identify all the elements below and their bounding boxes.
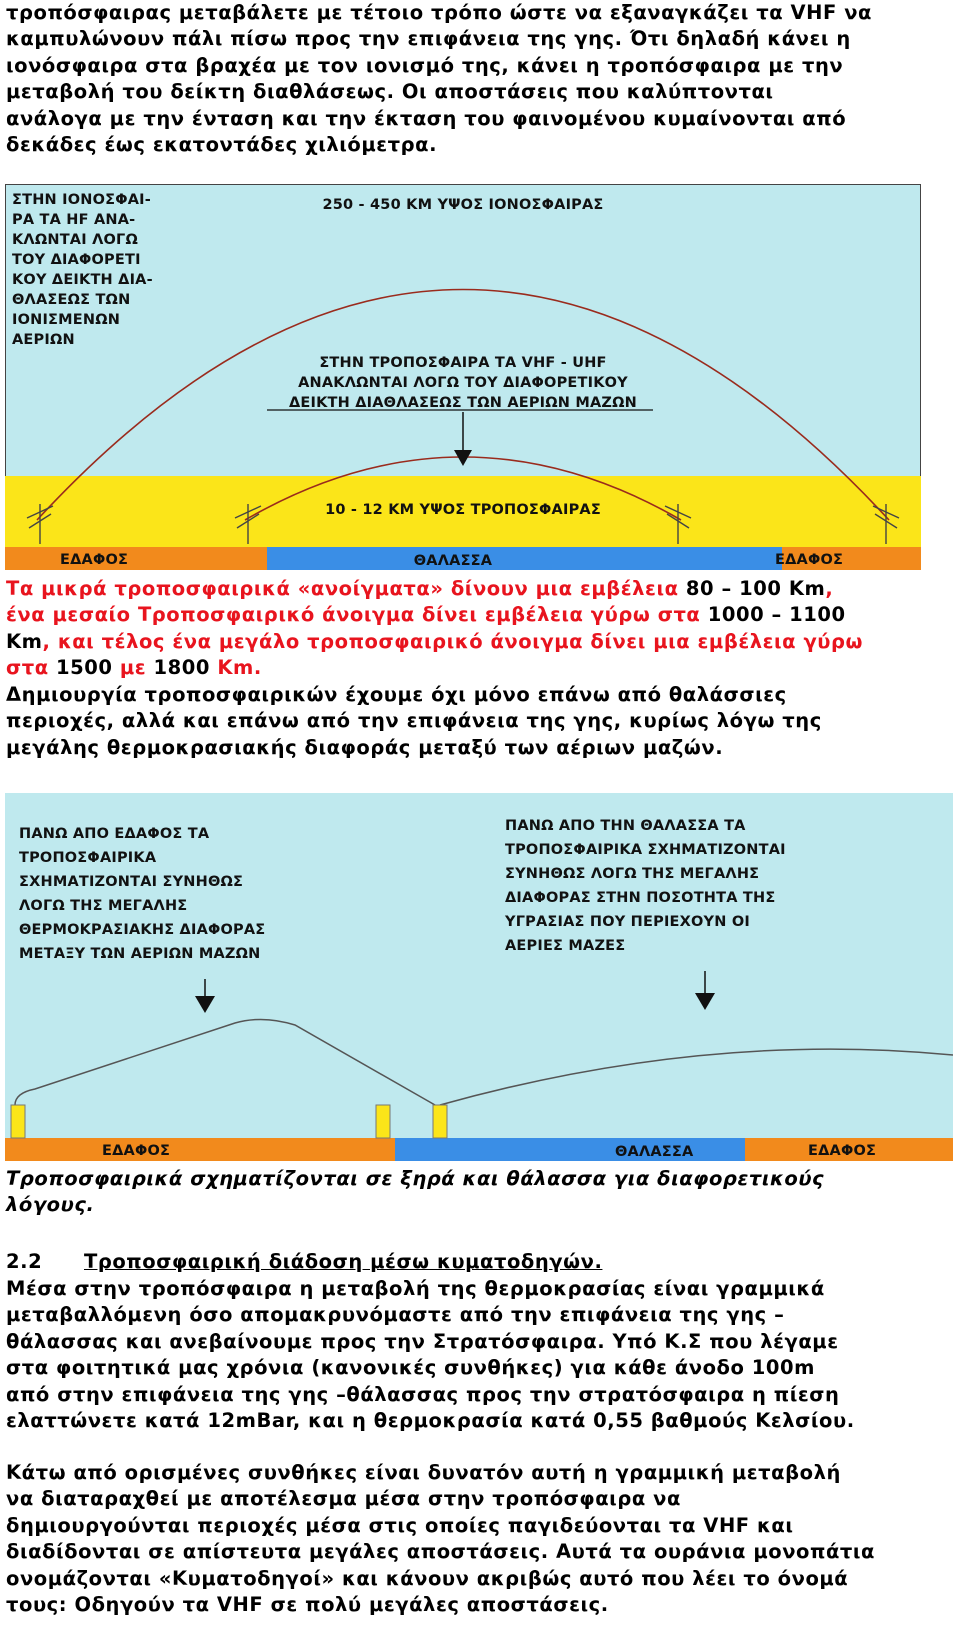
ionosphere-note-line: ΡΑ ΤΑ HF ΑΝΑ- [12,212,136,228]
ionosphere-note-line: ΙΟΝΙΣΜΕΝΩΝ [12,312,121,328]
land-note-line: ΘΕΡΜΟΚΡΑΣΙΑΚΗΣ ΔΙΑΦΟΡΑΣ [19,922,266,938]
troposphere-note-line: ΣΤΗΝ ΤΡΟΠΟΣΦΑΙΡΑ ΤΑ VHF - UHF [319,355,607,371]
section-title: Τροποσφαιρική διάδοση μέσω κυματοδηγών. [84,1250,603,1273]
creation-paragraph [6,682,946,761]
land-note-line: ΛΟΓΩ ΤΗΣ ΜΕΓΑΛΗΣ [19,898,188,914]
antenna-mast-icon [11,1105,25,1138]
sky-background [5,793,953,1161]
ground-right-label: ΕΔΑΦΟΣ [775,552,844,568]
troposphere-note-line: ΔΕΙΚΤΗ ΔΙΑΘΛΑΣΕΩΣ ΤΩΝ ΑΕΡΙΩΝ ΜΑΖΩΝ [288,395,638,411]
figure-caption [6,1166,946,1219]
ionosphere-height-label: 250 - 450 ΚΜ ΥΨΟΣ ΙΟΝΟΣΦΑΙΡΑΣ [322,197,604,213]
figure-land-sea-diagram [5,793,953,1161]
ionosphere-note-line: ΑΕΡΙΩΝ [12,332,75,348]
text-line: ελαττώνετε κατά 12mBar, και η θερμοκρασία κατά 0,55 βαθμούς Κελσίου. [6,1409,855,1433]
troposphere-note-line: ΑΝΑΚΛΩΝΤΑΙ ΛΟΓΩ ΤΟΥ ΔΙΑΦΟΡΕΤΙΚΟΥ [298,375,628,391]
caption-line: λόγους. [6,1193,95,1217]
sea-note-line: ΣΥΝΗΘΩΣ ΛΟΓΩ ΤΗΣ ΜΕΓΑΛΗΣ [505,866,760,882]
text-line: θάλασσας και ανεβαίνουμε προς την Στρατόσφαιρα. Υπό Κ.Σ που λέγαμε [6,1329,839,1353]
range-text: Τα μικρά τροποσφαιρικά «ανοίγματα» δίνουν μια εμβέλεια [6,577,686,600]
troposphere-height-label: 10 - 12 ΚΜ ΥΨΟΣ ΤΡΟΠΟΣΦΑΙΡΑΣ [325,502,601,518]
propagation-diagram [5,184,921,570]
sea-note-line: ΥΓΡΑΣΙΑΣ ΠΟΥ ΠΕΡΙΕΧΟΥΝ ΟΙ [505,914,750,930]
sea-strip [267,547,782,570]
sea-note-line: ΤΡΟΠΟΣΦΑΙΡΙΚΑ ΣΧΗΜΑΤΙΖΟΝΤΑΙ [505,842,786,858]
range-text: στα [6,656,57,680]
section-number: 2.2 [6,1250,43,1273]
antenna-mast-icon [433,1105,447,1138]
section-heading [6,1250,602,1273]
text-line: μεταβολή του δείκτη διαθλάσεως. Οι αποστάσεις που καλύπτονται [6,80,774,104]
text-line: τροπόσφαιρας μεταβάλετε με τέτοιο τρόπο ώστε να εξαναγκάζει τα VHF να [6,1,872,24]
ground-left-label: ΕΔΑΦΟΣ [60,552,129,568]
text-line: δεκάδες έως εκατοντάδες χιλιόμετρα. [6,133,438,157]
ionosphere-note-line: ΘΛΑΣΕΩΣ ΤΩΝ [12,292,131,308]
text-line: να διαταραχθεί με αποτέλεσμα μέσα στην τροπόσφαιρα να [6,1487,681,1511]
range-text: ένα μεσαίο Τροποσφαιρικό άνοιγμα δίνει εμβέλεια γύρω στα [6,603,708,627]
sea-label: ΘΑΛΑΣΣΑ [413,553,493,569]
caption-line: Τροποσφαιρικά σχηματίζονται σε ξηρά και θάλασσα για διαφορετικούς [6,1167,825,1190]
ionosphere-note-line: ΚΛΩΝΤΑΙ ΛΟΓΩ [12,232,138,248]
land-note-line: ΤΡΟΠΟΣΦΑΙΡΙΚΑ [19,850,157,866]
range-text: Km. [209,656,262,680]
text-line: ονομάζονται «Κυματοδηγοί» και κάνουν ακριβώς αυτό που λέει το όνομά [6,1566,849,1590]
text-line: ανάλογα με την ένταση και την έκταση του φαινομένου κυμαίνονται από [6,106,847,130]
body-paragraph-2 [6,1460,946,1618]
sea-note-line: ΑΕΡΙΕΣ ΜΑΖΕΣ [505,938,626,954]
land-note-line: ΠΑΝΩ ΑΠΟ ΕΔΑΦΟΣ ΤΑ [19,826,210,842]
text-line: καμπυλώνουν πάλι πίσω προς την επιφάνεια της γης. Ότι δηλαδή κάνει η [6,27,851,51]
text-line: Κάτω από ορισμένες συνθήκες είναι δυνατόν αυτή η γραμμική μεταβολή [6,1461,841,1484]
text-line: από στην επιφάνεια της γης –θάλασσας προς την στρατόσφαιρα η πίεση [6,1382,840,1406]
range-value: 1000 – 1100 [707,603,846,627]
text-line: δημιουργούνται περιοχές μέσα στις οποίες παγιδεύονται τα VHF και [6,1513,794,1537]
ground-right-label: ΕΔΑΦΟΣ [808,1143,877,1159]
text-line: Μέσα στην τροπόσφαιρα η μεταβολή της θερμοκρασίας είναι γραμμικά [6,1277,825,1300]
intro-paragraph [6,0,946,158]
range-unit: Km [6,629,43,653]
land-note-line: ΣΧΗΜΑΤΙΖΟΝΤΑΙ ΣΥΝΗΘΩΣ [19,874,244,890]
text-line: μεταβαλλόμενη όσο απομακρυνόμαστε από την επιφάνεια της γης – [6,1303,785,1327]
text-line: τους: Οδηγούν τα VHF σε πολύ μεγάλες αποστάσεις. [6,1593,609,1617]
ionosphere-note-line: ΚΟΥ ΔΕΙΚΤΗ ΔΙΑ- [12,272,153,288]
ranges-paragraph [6,576,946,682]
text-line: περιοχές, αλλά και επάνω από την επιφάνεια της γης, κυρίως λόγω της [6,709,822,733]
range-value: 1500 [56,656,113,680]
ground-left-label: ΕΔΑΦΟΣ [102,1143,171,1159]
range-text: , [825,577,834,600]
antenna-mast-icon [376,1105,390,1138]
range-value: 80 – 100 Km [685,577,826,600]
body-paragraph-1 [6,1276,946,1434]
sea-note-line: ΠΑΝΩ ΑΠΟ ΤΗΝ ΘΑΛΑΣΣΑ ΤΑ [505,818,746,834]
sea-label: ΘΑΛΑΣΣΑ [615,1144,694,1160]
land-note-line: ΜΕΤΑΞΥ ΤΩΝ ΑΕΡΙΩΝ ΜΑΖΩΝ [19,946,261,962]
range-value: 1800 [153,656,210,680]
ionosphere-note-line: ΤΟΥ ΔΙΑΦΟΡΕΤΙ [12,252,141,268]
text-line: μεγάλης θερμοκρασιακής διαφοράς μεταξύ των αέριων μαζών. [6,735,724,759]
land-sea-diagram [5,793,953,1161]
text-line: Δημιουργία τροποσφαιρικών έχουμε όχι μόνο επάνω από θαλάσσιες [6,683,787,706]
sea-note-line: ΔΙΑΦΟΡΑΣ ΣΤΗΝ ΠΟΣΟΤΗΤΑ ΤΗΣ [505,890,776,906]
range-text: με [112,656,154,680]
figure-propagation-diagram [5,184,921,570]
ionosphere-note-line: ΣΤΗΝ ΙΟΝΟΣΦΑΙ- [12,192,151,208]
text-line: ιονόσφαιρα στα βραχέα με τον ιονισμό της, κάνει η τροπόσφαιρα με την [6,53,844,77]
text-line: στα φοιτητικά μας χρόνια (κανονικές συνθήκες) για κάθε άνοδο 100m [6,1356,816,1380]
range-text: , και τέλος ένα μεγάλο τροποσφαιρικό άνοιγμα δίνει μια εμβέλεια γύρω [42,629,864,653]
text-line: διαδίδονται σε απίστευτα μεγάλες αποστάσεις. Αυτά τα ουράνια μονοπάτια [6,1540,875,1564]
